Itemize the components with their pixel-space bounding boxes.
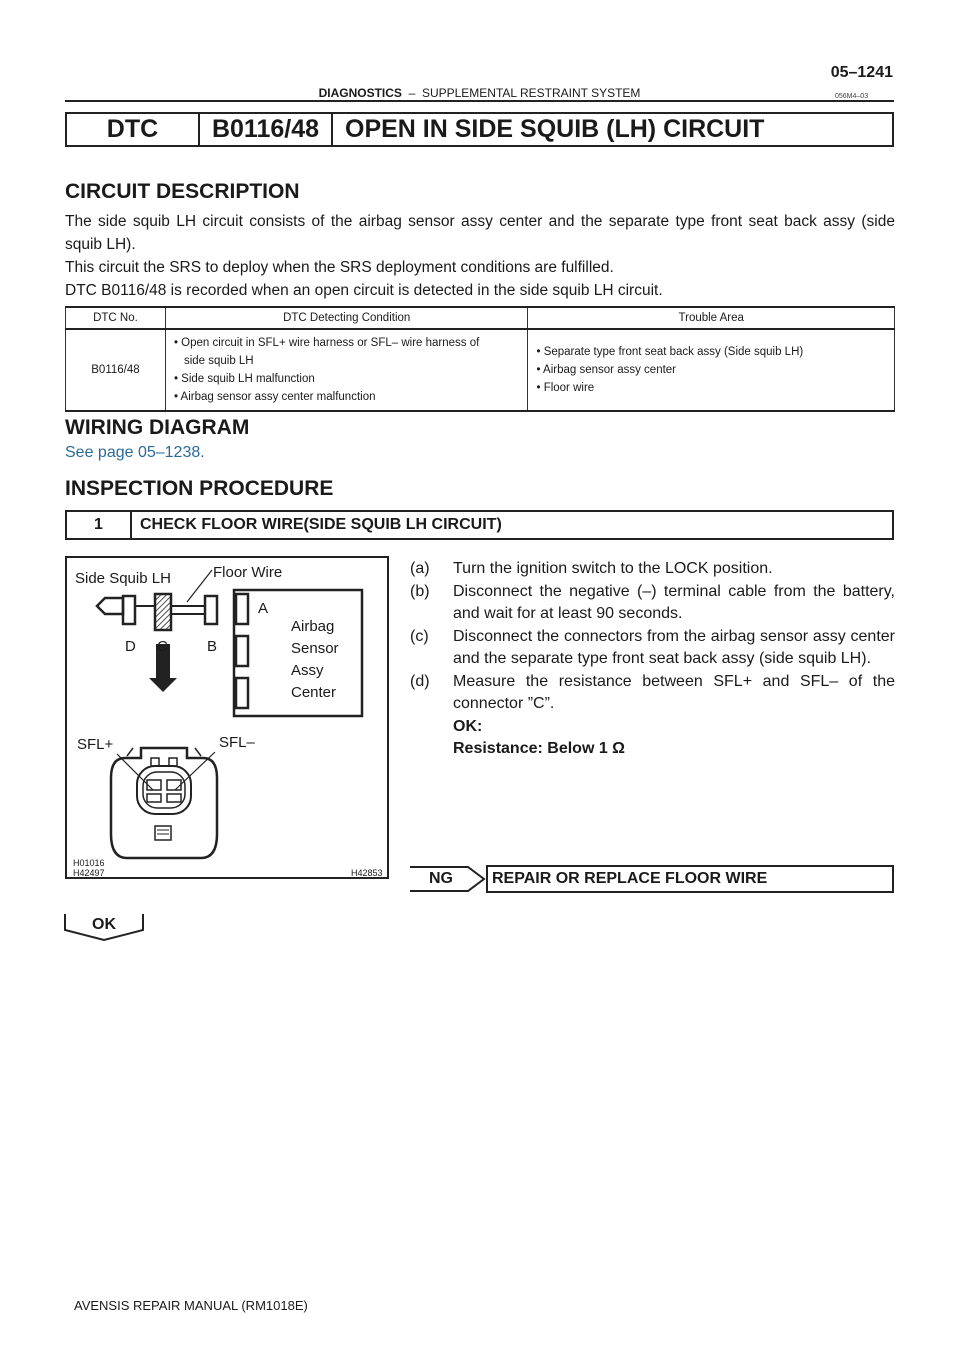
page-number: 05–1241 bbox=[830, 64, 893, 81]
inspection-procedure-heading: INSPECTION PROCEDURE bbox=[65, 477, 334, 500]
procedure-step: (a) Turn the ignition switch to the LOCK position. bbox=[410, 560, 773, 577]
doc-code: 056M4–03 bbox=[835, 93, 869, 100]
table-cell-dtc-no: B0116/48 bbox=[66, 329, 166, 411]
procedure-step: (c) Disconnect the connectors from the airbag sensor assy center and the separate type front seat back assy (side squib LH). bbox=[410, 627, 895, 667]
dtc-title-box bbox=[65, 112, 894, 147]
footer-manual-title: AVENSIS REPAIR MANUAL (RM1018E) bbox=[74, 1298, 308, 1313]
header-subsection: SUPPLEMENTAL RESTRAINT SYSTEM bbox=[421, 86, 641, 100]
wiring-diagram-link[interactable]: See page 05–1238. bbox=[65, 444, 205, 461]
label-c: C bbox=[157, 638, 168, 655]
header-separator: – bbox=[408, 86, 416, 100]
ok-label: OK: bbox=[453, 717, 483, 735]
table-header-dtc-no: DTC No. bbox=[66, 307, 166, 329]
condition-item: • Airbag sensor assy center malfunction bbox=[173, 391, 376, 403]
table-cell-trouble-areas bbox=[528, 329, 895, 411]
header-section: DIAGNOSTICS bbox=[318, 86, 402, 100]
dtc-name: OPEN IN SIDE SQUIB (LH) CIRCUIT bbox=[345, 115, 765, 143]
header-title bbox=[65, 86, 894, 100]
label-sfl-minus: SFL– bbox=[219, 734, 255, 751]
label-floor-wire: Floor Wire bbox=[213, 564, 283, 581]
ng-action: REPAIR OR REPLACE FLOOR WIRE bbox=[486, 865, 894, 893]
table-header-trouble-area: Trouble Area bbox=[528, 307, 895, 329]
figure-code-1: H01016 bbox=[73, 858, 105, 868]
label-d: D bbox=[125, 638, 136, 655]
circuit-description-p2: This circuit the SRS to deploy when the SRS deployment conditions are fulfilled. bbox=[65, 259, 614, 276]
table-header-condition: DTC Detecting Condition bbox=[165, 307, 528, 329]
connector-figure bbox=[65, 556, 389, 879]
circuit-description-heading: CIRCUIT DESCRIPTION bbox=[65, 180, 300, 203]
condition-item: side squib LH bbox=[183, 355, 254, 367]
circuit-description-p1: The side squib LH circuit consists of the airbag sensor assy center and the separate type front seat back assy (side squib LH). bbox=[65, 213, 895, 253]
ng-tag: NG bbox=[429, 870, 453, 887]
circuit-description-p3: DTC B0116/48 is recorded when an open circuit is detected in the side squib LH circuit. bbox=[65, 282, 663, 299]
dtc-code: B0116/48 bbox=[200, 114, 333, 145]
label-sfl-plus: SFL+ bbox=[77, 736, 114, 753]
wiring-diagram-heading: WIRING DIAGRAM bbox=[65, 416, 250, 439]
label-center: Center bbox=[291, 684, 337, 701]
procedure-step: (b) Disconnect the negative (–) terminal cable from the battery, and wait for at least 90 seconds. bbox=[410, 582, 895, 622]
procedure-step: (d) Measure the resistance between SFL+ and SFL– of the connector ”C”. bbox=[410, 672, 895, 712]
label-airbag: Airbag bbox=[291, 618, 335, 635]
connector-a-shape bbox=[236, 594, 248, 624]
trouble-area-item: • Separate type front seat back assy (Side squib LH) bbox=[536, 346, 804, 358]
connector-c-shape bbox=[155, 594, 171, 630]
label-b: B bbox=[207, 638, 218, 655]
trouble-area-item: • Floor wire bbox=[536, 382, 595, 394]
trouble-area-item: • Airbag sensor assy center bbox=[536, 364, 677, 376]
condition-item: • Open circuit in SFL+ wire harness or SFL– wire harness of bbox=[173, 337, 480, 349]
label-sensor: Sensor bbox=[291, 640, 339, 657]
ok-tag: OK bbox=[92, 916, 116, 933]
connector-diagram bbox=[67, 558, 387, 877]
header-rule bbox=[65, 100, 894, 102]
table-cell-conditions bbox=[165, 329, 528, 411]
label-a: A bbox=[258, 600, 269, 617]
figure-code-2: H42497 bbox=[73, 868, 105, 878]
down-arrow-icon bbox=[149, 678, 177, 692]
dtc-table bbox=[65, 306, 895, 412]
procedure-steps bbox=[410, 558, 895, 761]
label-side-squib-lh: Side Squib LH bbox=[75, 570, 171, 587]
label-assy: Assy bbox=[291, 662, 324, 679]
condition-item: • Side squib LH malfunction bbox=[173, 373, 315, 385]
connector-d-shape bbox=[97, 598, 123, 614]
step-title: CHECK FLOOR WIRE(SIDE SQUIB LH CIRCUIT) bbox=[140, 516, 502, 533]
step-title-box bbox=[65, 510, 894, 540]
step-number: 1 bbox=[67, 512, 132, 538]
ok-spec: Resistance: Below 1 Ω bbox=[453, 740, 625, 757]
connector-b-shape bbox=[205, 596, 217, 624]
figure-code-3: H42853 bbox=[351, 868, 383, 878]
dtc-label: DTC bbox=[67, 114, 200, 145]
